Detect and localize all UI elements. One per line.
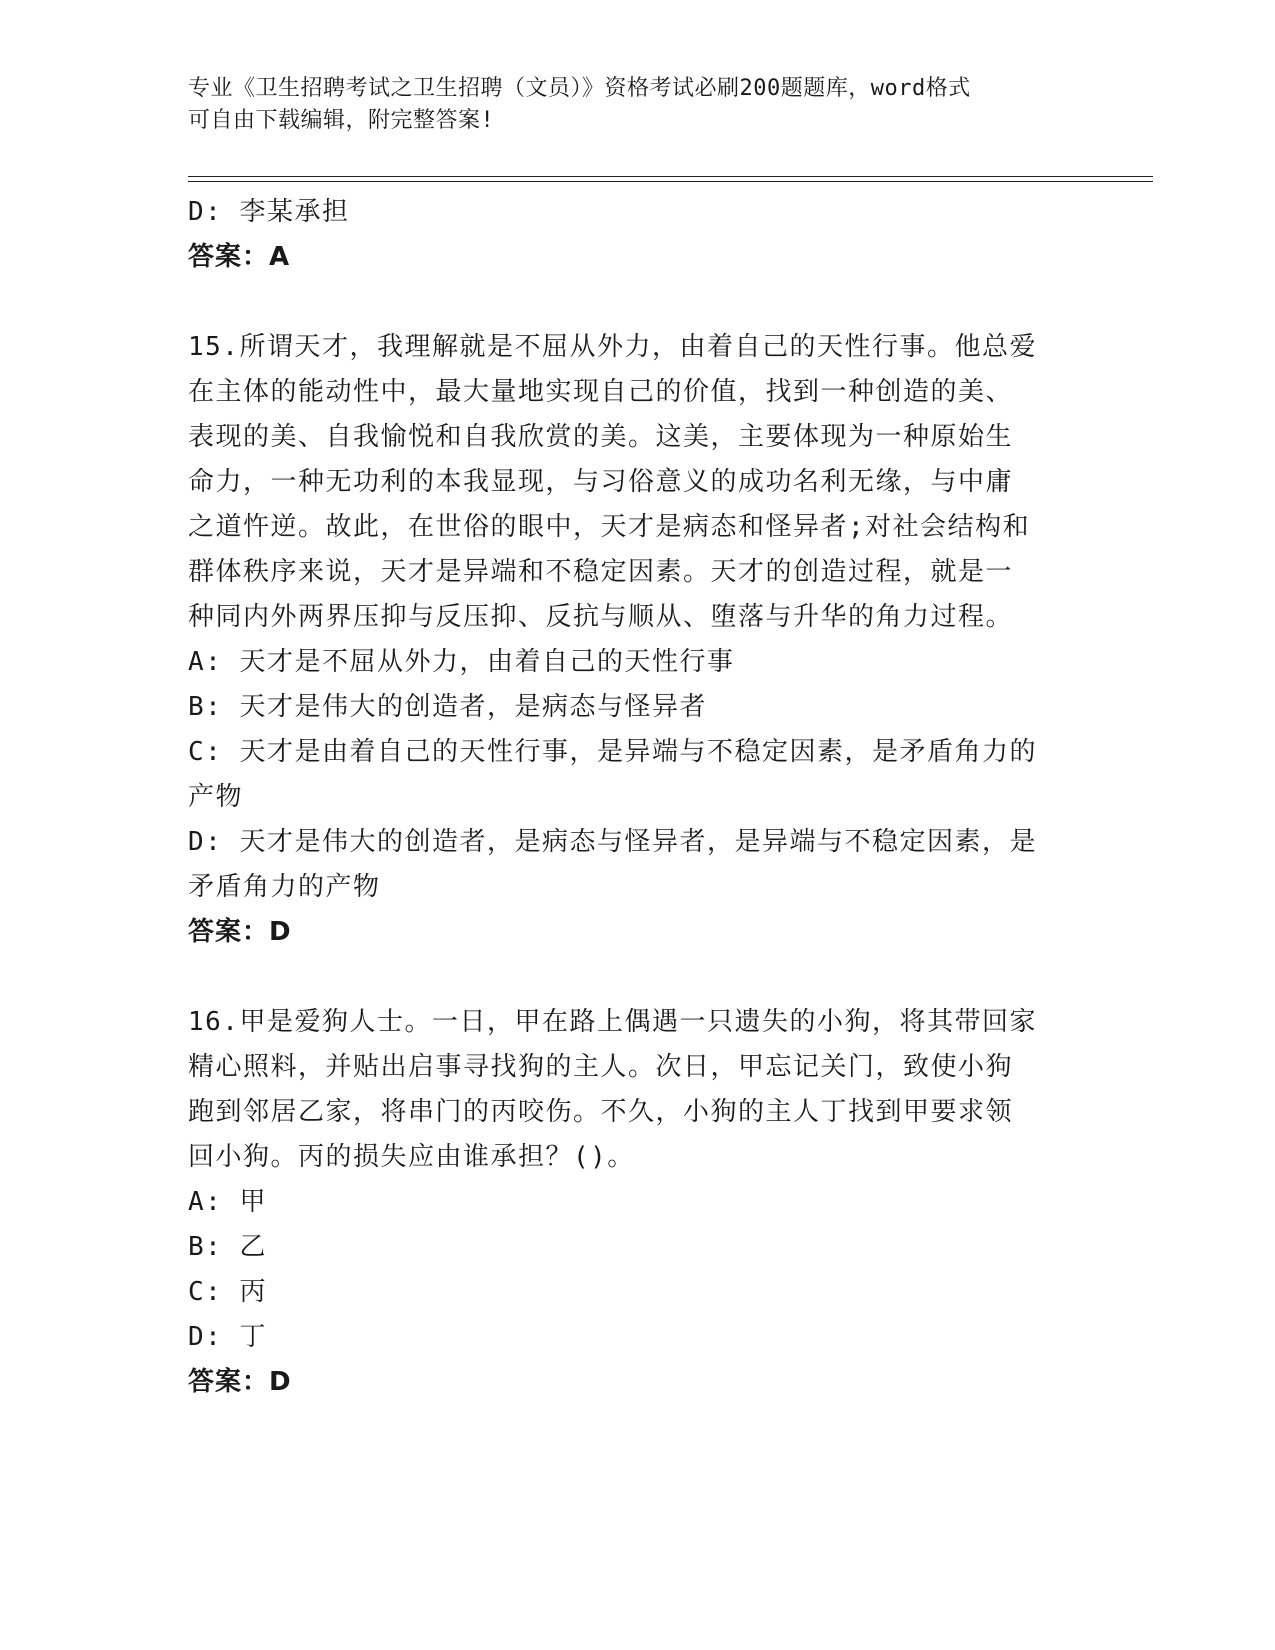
question-text-line: 之道忤逆。故此，在世俗的眼中，天才是病态和怪异者;对社会结构和 [188,512,1031,542]
document-body [188,190,1088,1405]
header-line-1: 专业《卫生招聘考试之卫生招聘（文员）》资格考试必刷200题题库，word格式 [188,76,971,101]
option-d: D: 丁 [188,1322,267,1352]
answer-label: 答案：A [188,242,291,272]
question-text-line: 在主体的能动性中，最大量地实现自己的价值，找到一种创造的美、 [188,377,1014,407]
header-divider-top [188,176,1153,177]
option-c: C: 丙 [188,1277,267,1307]
answer-label: 答案：D [188,917,292,947]
question-15 [188,325,1088,955]
option-b: B: 天才是伟大的创造者，是病态与怪异者 [188,692,707,722]
question-text-line: 精心照料，并贴出启事寻找狗的主人。次日，甲忘记关门，致使小狗 [188,1052,1014,1082]
option-a: A: 甲 [188,1187,267,1217]
option-d: D: 天才是伟大的创造者，是病态与怪异者，是异端与不稳定因素，是 [188,827,1037,857]
option-a: A: 天才是不屈从外力，由着自己的天性行事 [188,647,735,677]
answer-label: 答案：D [188,1367,292,1397]
previous-question-tail [188,190,1088,280]
question-text-line: 回小狗。丙的损失应由谁承担？()。 [188,1142,635,1172]
question-text-line: 跑到邻居乙家，将串门的丙咬伤。不久，小狗的主人丁找到甲要求领 [188,1097,1014,1127]
option-d-continued: 矛盾角力的产物 [188,872,381,902]
option-d: D: 李某承担 [188,197,350,227]
question-text-line: 命力，一种无功利的本我显现，与习俗意义的成功名利无缘，与中庸 [188,467,1014,497]
question-text-line: 16.甲是爱狗人士。一日，甲在路上偶遇一只遗失的小狗，将其带回家 [188,1007,1037,1037]
question-text-line: 种同内外两界压抑与反压抑、反抗与顺从、堕落与升华的角力过程。 [188,602,1014,632]
option-b: B: 乙 [188,1232,267,1262]
option-c: C: 天才是由着自己的天性行事，是异端与不稳定因素，是矛盾角力的 [188,737,1037,767]
spacer [188,280,1088,325]
page-header [188,73,1088,137]
spacer [188,955,1088,1000]
question-16 [188,1000,1088,1405]
question-text-line: 表现的美、自我愉悦和自我欣赏的美。这美，主要体现为一种原始生 [188,422,1014,452]
option-c-continued: 产物 [188,782,244,812]
header-divider-bottom [188,181,1153,182]
question-text-line: 群体秩序来说，天才是异端和不稳定因素。天才的创造过程，就是一 [188,557,1014,587]
header-line-2: 可自由下载编辑，附完整答案! [188,108,495,133]
question-text-line: 15.所谓天才，我理解就是不屈从外力，由着自己的天性行事。他总爱 [188,332,1037,362]
